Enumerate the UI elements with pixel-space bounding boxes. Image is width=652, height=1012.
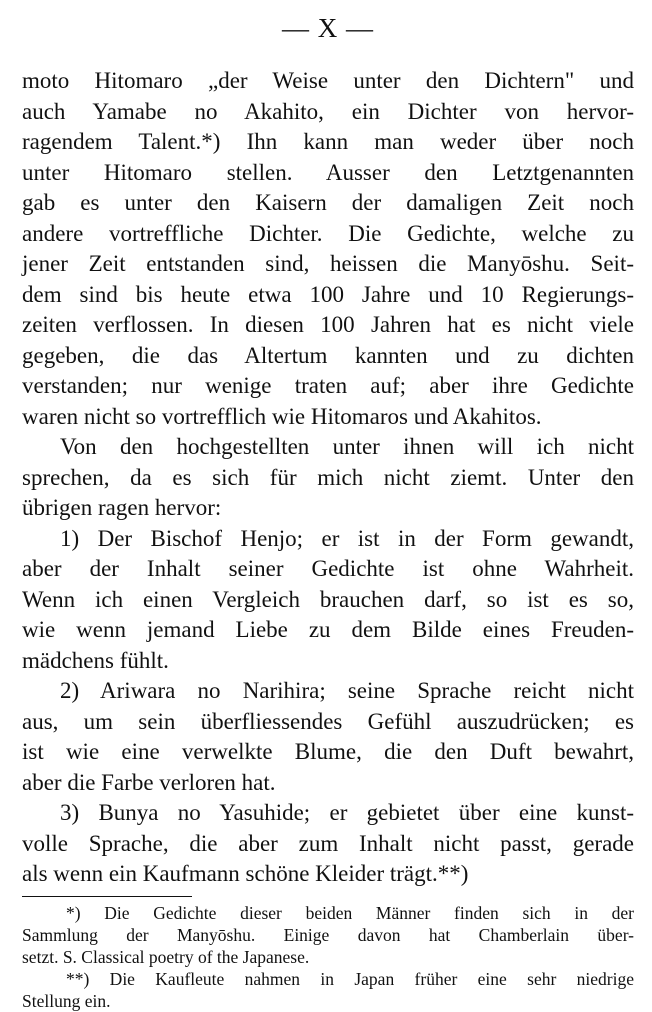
text-line: als wenn ein Kaufmann schöne Kleider trägt.**) <box>22 861 469 886</box>
text-line: volle Sprache, die aber zum Inhalt nicht passt, gerade <box>22 830 634 856</box>
text-line: Von den hochgestellten unter ihnen will ich nicht <box>60 434 634 459</box>
text-line: ist wie eine verwelkte Blume, die den Duft bewahrt, <box>22 739 634 764</box>
footnote-divider <box>22 896 192 897</box>
list-item <box>22 676 634 798</box>
text-line: dem sind bis heute etwa 100 Jahre und 10 Regierungs- <box>22 281 634 307</box>
text-line: aber der Inhalt seiner Gedichte ist ohne Wahrheit. <box>22 556 634 581</box>
paragraph <box>22 66 634 432</box>
text-line: andere vortreffliche Dichter. Die Gedichte, welche zu <box>22 220 634 246</box>
text-line: gegeben, die das Altertum kannten und zu dichten <box>22 342 634 368</box>
text-line: gab es unter den Kaisern der damaligen Zeit noch <box>22 190 634 215</box>
text-line: ragendem Talent.*) Ihn kann man weder über noch <box>22 129 634 154</box>
list-item <box>22 798 634 890</box>
text-line: wie wenn jemand Liebe zu dem Bilde eines Freuden- <box>22 617 634 642</box>
footnotes <box>22 902 634 1012</box>
text-line: übrigen ragen hervor: <box>22 495 222 520</box>
text-line: 2) Ariwara no Narihira; seine Sprache reicht nicht <box>60 678 634 703</box>
text-line: 3) Bunya no Yasuhide; er gebietet über eine kunst- <box>60 800 634 825</box>
footnote-line: setzt. S. Classical poetry of the Japanese. <box>22 946 310 967</box>
footnote-line: **) Die Kaufleute nahmen in Japan früher eine sehr niedrige <box>66 968 634 989</box>
text-line: aus, um sein überfliessendes Gefühl auszudrücken; es <box>22 708 634 734</box>
text-line: aber die Farbe verloren hat. <box>22 769 276 795</box>
text-line: moto Hitomaro „der Weise unter den Dichtern" und <box>22 68 634 93</box>
footnote-line: Sammlung der Manyōshu. Einige davon hat Chamberlain über- <box>22 924 634 945</box>
text-line: unter Hitomaro stellen. Ausser den Letztgenannten <box>22 159 634 185</box>
footnote <box>22 902 634 968</box>
paragraph <box>22 432 634 524</box>
footnote <box>22 968 634 1012</box>
text-line: sprechen, da es sich für mich nicht ziemt. Unter den <box>22 464 634 490</box>
list-item <box>22 524 634 677</box>
text-line: 1) Der Bischof Henjo; er ist in der Form gewandt, <box>60 525 634 551</box>
text-line: Wenn ich einen Vergleich brauchen darf, so ist es so, <box>22 586 634 612</box>
book-page <box>22 8 634 1012</box>
footnote-line: Stellung ein. <box>22 990 111 1011</box>
text-line: auch Yamabe no Akahito, ein Dichter von hervor- <box>22 98 634 124</box>
text-line: jener Zeit entstanden sind, heissen die Manyōshu. Seit- <box>22 251 634 276</box>
footnote-line: *) Die Gedichte dieser beiden Männer finden sich in der <box>66 902 634 923</box>
main-text <box>22 66 634 890</box>
text-line: zeiten verflossen. In diesen 100 Jahren hat es nicht viele <box>22 312 634 337</box>
text-line: waren nicht so vortrefflich wie Hitomaros und Akahitos. <box>22 403 542 429</box>
page-number: — X — <box>282 13 374 43</box>
text-line: mädchens fühlt. <box>22 647 169 673</box>
text-line: verstanden; nur wenige traten auf; aber ihre Gedichte <box>22 373 634 398</box>
